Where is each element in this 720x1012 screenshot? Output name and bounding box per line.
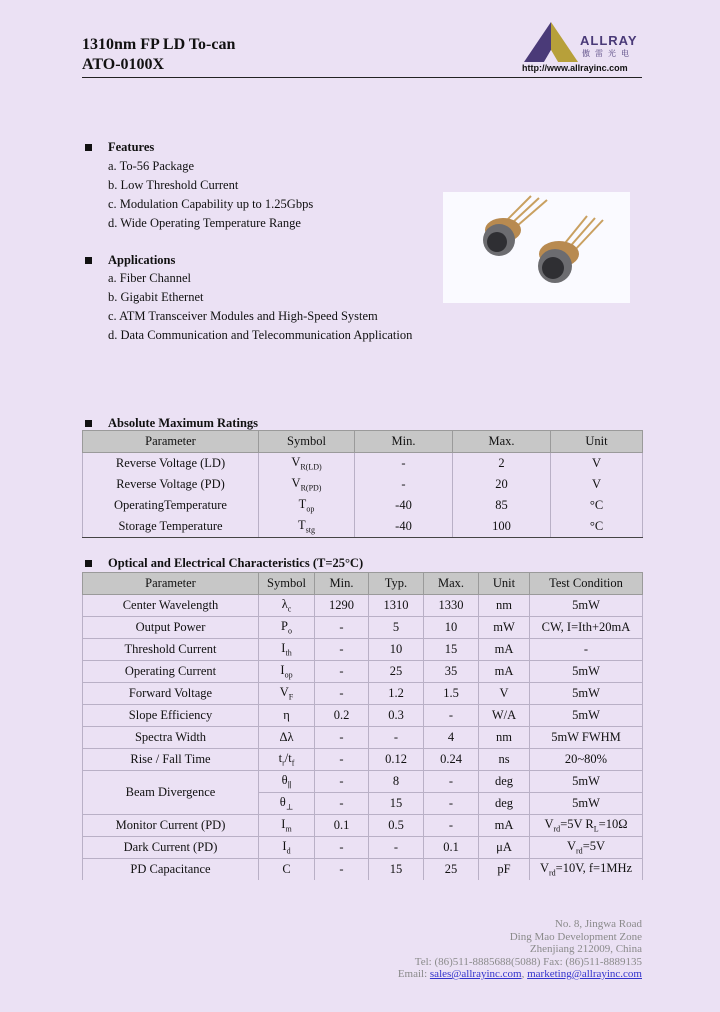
marketing-email-link[interactable]: marketing@allrayinc.com	[527, 968, 642, 980]
symbol-cell: $P_o$	[259, 617, 315, 639]
typ-cell: 0.3	[369, 705, 424, 727]
symbol-cell: $t_r/t_f$	[259, 749, 315, 771]
max-cell: 100	[453, 516, 551, 538]
min-cell: -	[315, 661, 369, 683]
symbol-cell: $V_{R(LD)}$	[259, 453, 355, 475]
param-cell: Reverse Voltage (LD)	[83, 453, 259, 475]
column-header: Max.	[424, 573, 479, 595]
condition-cell: CW, I=Ith+20mA	[530, 617, 643, 639]
symbol-cell: $I_{op}$	[259, 661, 315, 683]
condition-cell: 5mW	[530, 595, 643, 617]
features-title: Features	[108, 140, 155, 154]
column-header: Typ.	[369, 573, 424, 595]
symbol-cell: $V_F$	[259, 683, 315, 705]
min-cell: -	[355, 474, 453, 495]
unit-cell: mA	[479, 639, 530, 661]
symbol-cell: $I_m$	[259, 815, 315, 837]
symbol-cell: $\theta_\perp$	[259, 793, 315, 815]
symbol-cell: $I_d$	[259, 837, 315, 859]
application-item: a. Fiber Channel	[108, 271, 191, 285]
table-row	[83, 705, 643, 727]
param-cell: Storage Temperature	[83, 516, 259, 538]
abs-max-title: Absolute Maximum Ratings	[108, 416, 259, 430]
symbol-cell: Δλ	[259, 727, 315, 749]
table-row	[83, 617, 643, 639]
bullet-icon	[85, 560, 92, 567]
min-cell: -	[355, 453, 453, 475]
unit-cell: V	[551, 453, 643, 475]
min-cell: -	[315, 749, 369, 771]
application-item: d. Data Communication and Telecommunication Application	[108, 328, 413, 342]
feature-item: a. To-56 Package	[108, 159, 195, 173]
unit-cell: W/A	[479, 705, 530, 727]
symbol-cell: $V_{R(PD)}$	[259, 474, 355, 495]
optical-table	[82, 572, 643, 880]
condition-cell: $V_{rd}=10V$, f=1MHz	[530, 859, 643, 881]
email-line	[398, 968, 642, 981]
table-row	[83, 661, 643, 683]
logo-subtitle: 傲雷光电	[582, 49, 634, 58]
logo-name: ALLRAY	[580, 33, 638, 48]
header-rule	[82, 77, 642, 78]
unit-cell: mW	[479, 617, 530, 639]
column-header: Parameter	[83, 431, 259, 453]
feature-item: b. Low Threshold Current	[108, 178, 239, 192]
column-header: Min.	[355, 431, 453, 453]
min-cell: -40	[355, 495, 453, 516]
symbol-cell: $\theta_\parallel$	[259, 771, 315, 793]
param-cell: Threshold Current	[83, 639, 259, 661]
column-header: Parameter	[83, 573, 259, 595]
condition-cell: 5mW	[530, 793, 643, 815]
bullet-icon	[85, 257, 92, 264]
unit-cell: mA	[479, 815, 530, 837]
unit-cell: deg	[479, 771, 530, 793]
allray-logo-icon	[522, 20, 580, 64]
param-cell: OperatingTemperature	[83, 495, 259, 516]
typ-cell: 1.2	[369, 683, 424, 705]
unit-cell: pF	[479, 859, 530, 881]
bullet-icon	[85, 144, 92, 151]
symbol-cell: C	[259, 859, 315, 881]
unit-cell: mA	[479, 661, 530, 683]
column-header: Min.	[315, 573, 369, 595]
param-cell: Rise / Fall Time	[83, 749, 259, 771]
typ-cell: 0.12	[369, 749, 424, 771]
max-cell: 1.5	[424, 683, 479, 705]
address-line: Ding Mao Development Zone	[509, 930, 642, 943]
table-row	[83, 749, 643, 771]
param-cell: Monitor Current (PD)	[83, 815, 259, 837]
symbol-cell: $T_{stg}$	[259, 516, 355, 538]
typ-cell: 1310	[369, 595, 424, 617]
max-cell: 25	[424, 859, 479, 881]
symbol-cell: $T_{op}$	[259, 495, 355, 516]
table-row	[83, 727, 643, 749]
condition-cell: $V_{rd}=5V$ $R_L=10\Omega$	[530, 815, 643, 837]
max-cell: -	[424, 705, 479, 727]
column-header: Symbol	[259, 573, 315, 595]
table-header-row	[83, 431, 643, 453]
column-header: Test Condition	[530, 573, 643, 595]
table-row	[83, 859, 643, 881]
min-cell: -	[315, 837, 369, 859]
feature-item: d. Wide Operating Temperature Range	[108, 216, 301, 230]
condition-cell: $V_{rd}=5V$	[530, 837, 643, 859]
min-cell: 0.2	[315, 705, 369, 727]
unit-cell: °C	[551, 495, 643, 516]
typ-cell: 15	[369, 793, 424, 815]
typ-cell: 5	[369, 617, 424, 639]
condition-cell: 5mW	[530, 705, 643, 727]
max-cell: -	[424, 815, 479, 837]
min-cell: -40	[355, 516, 453, 538]
condition-cell: 5mW	[530, 771, 643, 793]
min-cell: -	[315, 639, 369, 661]
condition-cell: 5mW	[530, 683, 643, 705]
table-row	[83, 453, 643, 475]
symbol-cell: $\lambda_c$	[259, 595, 315, 617]
typ-cell: 25	[369, 661, 424, 683]
feature-item: c. Modulation Capability up to 1.25Gbps	[108, 197, 314, 211]
table-row	[83, 683, 643, 705]
table-row	[83, 815, 643, 837]
footer-address	[398, 918, 642, 981]
table-row	[83, 474, 643, 495]
symbol-cell: $I_{th}$	[259, 639, 315, 661]
max-cell: 0.24	[424, 749, 479, 771]
condition-cell: 5mW FWHM	[530, 727, 643, 749]
applications-title: Applications	[108, 253, 176, 267]
max-cell: 1330	[424, 595, 479, 617]
min-cell: -	[315, 727, 369, 749]
abs-max-table	[82, 430, 643, 538]
unit-cell: nm	[479, 727, 530, 749]
max-cell: 20	[453, 474, 551, 495]
unit-cell: V	[551, 474, 643, 495]
min-cell: -	[315, 859, 369, 881]
min-cell: -	[315, 617, 369, 639]
min-cell: 1290	[315, 595, 369, 617]
typ-cell: 0.5	[369, 815, 424, 837]
table-header-row	[83, 573, 643, 595]
param-cell: Operating Current	[83, 661, 259, 683]
company-url[interactable]: http://www.allrayinc.com	[522, 63, 628, 73]
address-line: No. 8, Jingwa Road	[554, 918, 642, 930]
typ-cell: -	[369, 837, 424, 859]
table-row	[83, 595, 643, 617]
min-cell: 0.1	[315, 815, 369, 837]
typ-cell: 8	[369, 771, 424, 793]
column-header: Symbol	[259, 431, 355, 453]
typ-cell: -	[369, 727, 424, 749]
max-cell: 10	[424, 617, 479, 639]
application-item: b. Gigabit Ethernet	[108, 290, 204, 304]
application-item: c. ATM Transceiver Modules and High-Speed System	[108, 309, 378, 323]
condition-cell: 5mW	[530, 661, 643, 683]
max-cell: 85	[453, 495, 551, 516]
max-cell: 35	[424, 661, 479, 683]
email-label: Email:	[397, 968, 428, 980]
column-header: Unit	[479, 573, 530, 595]
phone-line: Tel: (86)511-8885688(5088) Fax: (86)511-8889135	[414, 955, 642, 968]
optical-title: Optical and Electrical Characteristics (T=25°C)	[108, 556, 364, 570]
unit-cell: μA	[479, 837, 530, 859]
param-cell: Center Wavelength	[83, 595, 259, 617]
table-row	[83, 771, 643, 793]
symbol-cell: η	[259, 705, 315, 727]
param-cell: Reverse Voltage (PD)	[83, 474, 259, 495]
address-line: Zhenjiang 212009, China	[529, 943, 642, 955]
unit-cell: °C	[551, 516, 643, 538]
unit-cell: ns	[479, 749, 530, 771]
max-cell: 2	[453, 453, 551, 475]
min-cell: -	[315, 793, 369, 815]
condition-cell: 20~80%	[530, 749, 643, 771]
table-row	[83, 639, 643, 661]
max-cell: 4	[424, 727, 479, 749]
sales-email-link[interactable]: sales@allrayinc.com	[429, 968, 522, 980]
doc-title: 1310nm FP LD To-can	[82, 36, 236, 53]
product-photo	[443, 192, 630, 303]
column-header: Max.	[453, 431, 551, 453]
bullet-icon	[85, 420, 92, 427]
typ-cell: 15	[369, 859, 424, 881]
model-number: ATO-0100X	[82, 56, 165, 73]
table-row	[83, 516, 643, 538]
min-cell: -	[315, 683, 369, 705]
param-cell: Forward Voltage	[83, 683, 259, 705]
unit-cell: nm	[479, 595, 530, 617]
min-cell: -	[315, 771, 369, 793]
param-cell: Spectra Width	[83, 727, 259, 749]
max-cell: 15	[424, 639, 479, 661]
param-cell: Slope Efficiency	[83, 705, 259, 727]
param-cell: Beam Divergence	[83, 771, 259, 815]
max-cell: 0.1	[424, 837, 479, 859]
param-cell: Output Power	[83, 617, 259, 639]
param-cell: PD Capacitance	[83, 859, 259, 881]
unit-cell: V	[479, 683, 530, 705]
max-cell: -	[424, 793, 479, 815]
table-row	[83, 837, 643, 859]
max-cell: -	[424, 771, 479, 793]
param-cell: Dark Current (PD)	[83, 837, 259, 859]
unit-cell: deg	[479, 793, 530, 815]
column-header: Unit	[551, 431, 643, 453]
table-row	[83, 495, 643, 516]
to-can-image	[443, 192, 630, 303]
typ-cell: 10	[369, 639, 424, 661]
email-separator: ,	[521, 968, 525, 980]
condition-cell: -	[530, 639, 643, 661]
